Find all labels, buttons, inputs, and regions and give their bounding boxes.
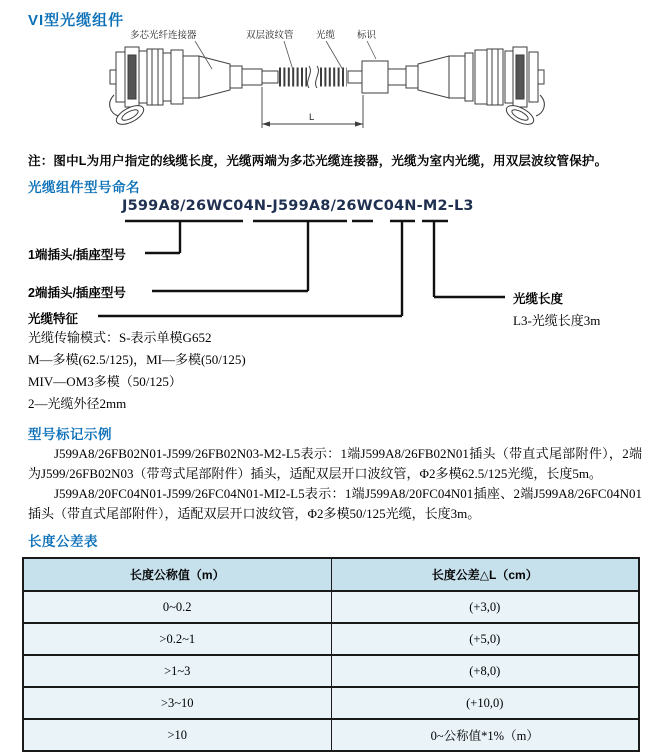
label-corrugated-tube: 双层波纹管 <box>246 30 294 41</box>
cell-nominal: 0~0.2 <box>23 591 331 623</box>
dimension-L-label: L <box>309 112 315 123</box>
cell-nominal: >1~3 <box>23 655 331 687</box>
callout-end1-label: 1端插头/插座型号 <box>28 248 126 262</box>
examples-text <box>28 444 642 524</box>
feature-line: M—多模(62.5/125)，MI—多模(50/125) <box>28 352 246 367</box>
page-title: VI型光缆组件 <box>28 12 125 29</box>
cell-nominal: >0.2~1 <box>23 623 331 655</box>
cell-tolerance: (+10,0) <box>331 687 639 719</box>
example-paragraph: J599A8/20FC04N01-J599/26FC04N01-MI2-L5表示：1端J599A8/20FC04N01插座、2端J599A8/26FC04N01插头（带直式尾部附件），适配双层开口波纹管，Φ2多模50/125光缆，长度3m。 <box>28 486 642 521</box>
col-header-nominal-length: 长度公称值（m） <box>23 558 331 591</box>
label-connector: 多芯光纤连接器 <box>130 30 197 41</box>
cell-nominal: >3~10 <box>23 687 331 719</box>
cable-feature-list <box>28 327 246 415</box>
model-code: J599A8/26WC04N-J599A8/26WC04N-M2-L3 <box>122 198 474 214</box>
example-paragraph: J599A8/26FB02N01-J599/26FB02N03-M2-L5表示：1端J599A8/26FB02N01插头（带直式尾部附件），2端为J599/26FB02N03（带弯式尾部附件）插头，适配双层开口波纹管，Φ2多模62.5/125光缆，长度5m。 <box>28 446 642 481</box>
callout-end2-label: 2端插头/插座型号 <box>28 286 126 300</box>
left-connector-drawing <box>110 47 262 128</box>
cell-tolerance: 0~公称值*1%（m） <box>331 719 639 751</box>
dimension-L <box>262 87 363 128</box>
cable-assembly-diagram <box>100 25 560 147</box>
table-row <box>23 687 639 719</box>
cell-tolerance: (+5,0) <box>331 623 639 655</box>
cable-middle-drawing <box>262 61 418 93</box>
table-row <box>23 719 639 751</box>
callout-cable-feature-label: 光缆特征 <box>28 312 79 326</box>
feature-line: 光缆传输模式：S-表示单模G652 <box>28 330 212 345</box>
feature-line: 2—光缆外径2mm <box>28 396 127 411</box>
feature-line: MIV—OM3多模（50/125） <box>28 374 182 389</box>
cell-nominal: >10 <box>23 719 331 751</box>
table-row <box>23 655 639 687</box>
label-cable: 光缆 <box>316 30 336 41</box>
length-tolerance-table <box>22 557 640 752</box>
table-header-row <box>23 558 639 591</box>
cable-length-description: L3-光缆长度3m <box>513 313 601 328</box>
examples-heading: 型号标记示例 <box>28 427 112 442</box>
diagram-note: 注：图中L为用户指定的线缆长度，光缆两端为多芯光缆连接器，光缆为室内光缆，用双层波纹管保护。 <box>28 154 608 168</box>
cell-tolerance: (+8,0) <box>331 655 639 687</box>
right-connector-drawing <box>418 47 544 128</box>
callout-cable-length-label: 光缆长度 <box>513 292 564 306</box>
label-marker: 标识 <box>357 30 377 41</box>
table-row <box>23 623 639 655</box>
tolerance-table-heading: 长度公差表 <box>28 534 98 549</box>
col-header-tolerance: 长度公差△L（cm） <box>331 558 639 591</box>
naming-heading: 光缆组件型号命名 <box>28 180 140 195</box>
table-row <box>23 591 639 623</box>
cell-tolerance: (+3,0) <box>331 591 639 623</box>
